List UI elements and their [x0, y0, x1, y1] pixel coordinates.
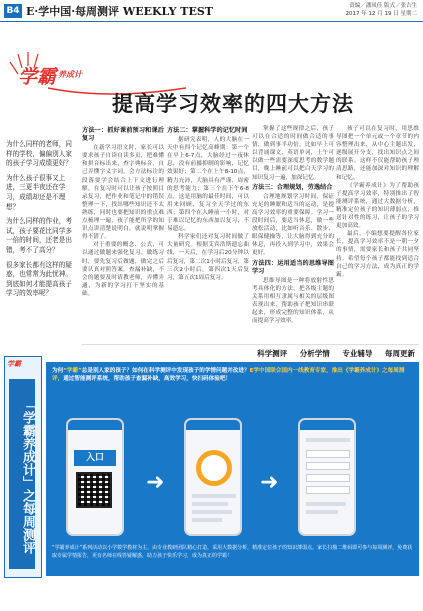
article-column-4 — [336, 125, 419, 343]
entry-button[interactable]: 入口 — [74, 450, 116, 466]
answer-option[interactable] — [306, 462, 350, 470]
report-line — [192, 494, 236, 498]
feature-item: 专业辅导 — [342, 349, 373, 358]
phone-status-bar — [68, 420, 122, 430]
arrow-right-icon: ➜ — [146, 470, 165, 495]
feature-list — [247, 348, 415, 359]
logo — [0, 62, 155, 88]
intro-paragraph: 为什么同样的老师，同样的学校，偏偏别人家的孩子学习成绩更好？ — [6, 140, 72, 168]
article-paragraph: 科学家们还对复习时间做了大量研究。根据艾宾浩斯遗忘曲线，一天后，在学习后20分钟以后复习，第二次1小时后复习，第三次2小时后，第四次1天后复习，第五次1周后复习。 — [167, 234, 249, 281]
question-line — [306, 438, 350, 442]
vertical-promo — [4, 356, 42, 578]
promo-footer: “学霸养成计”系列活动以小学数学教材为主，由专业教研团队精心打造，采用大数据分析，精准定位孩子的知识薄弱点。家长扫描二维码即可参与每周测评，免费获取专属学情报告，更有名师在线答疑解惑，助力孩子快乐学习，成为真正的学霸！ — [52, 545, 413, 559]
intro-sidebar — [6, 140, 78, 304]
method-heading: 方法四：运用适当的思维导图学习 — [252, 259, 334, 275]
promo-text: 总是别人家的孩子？如何在科学测评中发现孩子的学情问题并改进？ — [81, 368, 250, 374]
article-paragraph: 最后，小编想要提醒各位家长，提高学习效率不是一朝一夕的事情，需要家长和孩子共同坚持。希望每个孩子都能找到适合自己的学习方法，成为真正的学霸。 — [336, 231, 419, 278]
intro-paragraph: 很多家长都有这样的疑惑，也常常为此忧神。到底如何才能提高孩子学习的效率呢？ — [6, 260, 72, 298]
editor-credits: 责编／潘凤佳 版式／张吉生 — [349, 3, 417, 9]
promo-text: 通过智能测评系统，帮助孩子查漏补缺，高效学习，快扫码体验吧！ — [63, 376, 232, 382]
phone-status-bar — [300, 420, 354, 430]
article-paragraph: 掌握了这些规律之后，孩子可以在合适的时间做合适的事情，做到事半功倍。比如早上可以背诵课文、英语单词，上午可以做一些需要深度思考的数学题目，晚上睡前可以把白天学习的知识复习一遍，加深记忆。 — [252, 126, 334, 181]
phone-mockup-entry — [66, 418, 124, 536]
article-paragraph: 对于重要的概念、公式，可以通过做题来强化复习。做练习时，要先复习后做题，做完之后要认真对照答案，查漏补缺，不会的题要及时请教老师，弄懂弄通，为新的学习打下坚实的基础。 — [82, 242, 164, 297]
report-line — [192, 518, 222, 522]
vertical-title: 「学霸养成计」之每周测评 — [9, 379, 35, 569]
phone-mockup-questions — [298, 418, 356, 536]
issue-date: 2017 年 12 月 19 日 星期二 — [345, 11, 417, 17]
phone-mockup-report — [184, 418, 242, 536]
promo-highlight: “学霸” — [63, 368, 82, 374]
section-title: E·学中国·每周测评 WEEKLY TEST — [26, 5, 213, 18]
article-paragraph: 《学霸养成计》为了帮助孩子提高学习效率，特别推出了智能测评系统，通过大数据分析，精准定位孩子的知识薄弱点，推送针对性的练习，让孩子的学习更加高效。 — [336, 182, 419, 230]
article-paragraph: 在新学习语文时，家长可以要求孩子自读自读多页，把难懂和拼音标出来，查字典标音，自己弄懂字义字词，会方法标注的段落要学会结合上下文进行理解。在复习时可以让孩子按照目录复习，把作业和笔记中的错误整理一下，找出哪些知识还不太熟练，同时也要把知识的重点难点梳理一遍，孩子能把所学的知识点讲清楚说明白，就说明掌握得不错了。 — [82, 145, 164, 241]
method-heading: 方法一：抓好课前预习和课后复习 — [82, 127, 164, 143]
headline: 提高学习效率的四大方法 — [112, 92, 354, 116]
feature-banner — [0, 348, 423, 362]
report-line — [192, 510, 232, 514]
masthead-meta — [346, 2, 417, 18]
article-paragraph: 据研究表明，人的大脑在一天中有四个记忆高峰期：第一个在早上6-7点，大脑经过一夜休息，没有前摄抑制的影响，记忆效果好；第二个在上午8-10点，精力充沛，大脑具有严谨、周密的思考能力；第三个在下午6-8点，这是用脑的最佳时间，可以用来回顾、复习全天学过的东西；第四个在入睡前一小时，对于难以记忆的东西加以复习，不易遗忘。 — [167, 137, 249, 233]
promo-logo: 学霸 — [7, 360, 21, 368]
phone-status-bar — [186, 420, 240, 430]
question-line — [306, 502, 346, 506]
answer-option[interactable] — [306, 474, 350, 482]
page-number: B4 — [4, 4, 22, 18]
article-paragraph: 合理地规划学习时间，保证充足的睡眠和适当的运动，是提高学习效率的重要保障。学习一段时间后，要适当休息，做一些放松活动，比如听音乐、散步、眼保健操等，让大脑得到充分的休息，再投入到学习中，效果会更好。 — [252, 193, 334, 257]
masthead — [0, 0, 423, 22]
article-column-3 — [252, 125, 334, 343]
intro-paragraph: 为什么同样的作业，考试，孩子要花比同学多一倍的时间，还老是出错，考不了高分？ — [6, 217, 72, 254]
promo-lead — [52, 367, 412, 383]
answer-option[interactable] — [306, 486, 350, 494]
feature-item: 分析学情 — [299, 349, 330, 358]
score-ring-icon — [196, 450, 232, 486]
article-paragraph: 孩子可以在复习时，用思维导图把一个单元或一个章节的内容整理出来，从中心主题出发，逐级展开分支，找出知识点之间的联系。这样不仅能帮助孩子理清思路，还能加深对知识的理解和记忆。 — [336, 126, 419, 181]
method-heading: 方法二：掌握科学的记忆时间 — [167, 127, 248, 134]
answer-option[interactable] — [306, 450, 350, 458]
arrow-right-icon: ➜ — [260, 470, 279, 495]
promo-highlight: E学中国联合国内一线教育专家，推出《学霸养成计》之每周测评， — [52, 368, 405, 382]
logo-word: 学霸 — [18, 66, 57, 88]
promo-text: 为何 — [52, 368, 64, 374]
feature-item: 每周更新 — [385, 349, 415, 358]
article-paragraph: 思维导图是一种将放射性思考具体化的方法，把各级主题的关系用相互隶属与相关的层级图表现出来，帮助孩子把知识串联起来，形成完整的知识体系，从而提高学习效率。 — [252, 277, 334, 325]
logo-tag: 养成计 — [58, 70, 82, 79]
intro-paragraph: 为什么孩子很事又上进，三更半夜还在学习，成绩却还是不理想？ — [6, 173, 66, 211]
article-column-1 — [82, 125, 164, 343]
section-divider — [82, 344, 419, 345]
promo-panel — [46, 362, 419, 576]
qr-code-icon[interactable] — [76, 472, 112, 508]
method-heading: 方法三：合理规划，劳逸结合 — [252, 183, 333, 191]
question-line — [306, 510, 338, 514]
feature-item: 科学测评 — [257, 349, 288, 358]
report-line — [192, 502, 228, 506]
article-column-2 — [167, 125, 249, 343]
